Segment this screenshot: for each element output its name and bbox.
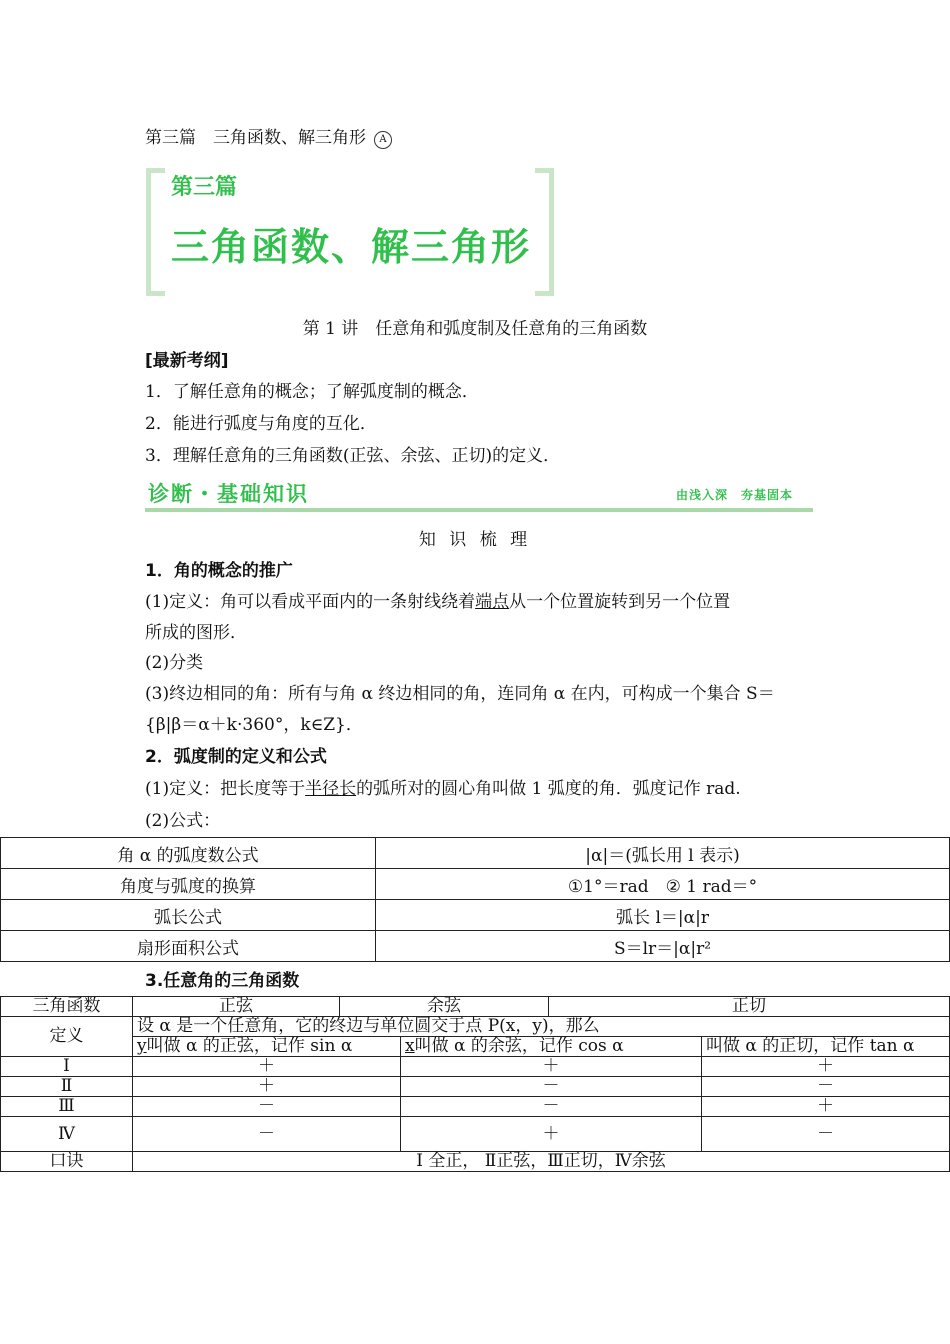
right-bracket [535,168,554,296]
table-cell: S＝lr＝|α|r² [376,931,950,962]
table-cell: 角度与弧度的换算 [1,869,376,900]
table-header: 三角函数 [1,997,133,1017]
table-cell: Ⅰ [1,1057,133,1077]
outline-item-1: 1．了解任意角的概念；了解弧度制的概念． [145,382,479,402]
circle-a-icon: A [374,131,392,149]
table-cell: － [702,1117,950,1152]
table-cell: － [401,1077,702,1097]
table-cell: 定义 [1,1017,133,1057]
chapter-banner [146,168,554,288]
sin-def-text: 叫做 α 的正弦，记作 sin α [146,1036,353,1056]
s1-set: {β|β＝α＋k·360°，k∈Z}． [145,715,363,735]
table-cell: |α|＝(弧长用 l 表示) [376,838,950,869]
table-cell: ＋ [401,1117,702,1152]
outline-item-3: 3．理解任意角的三角函数(正弦、余弦、正切)的定义． [145,446,561,466]
section-rule [145,508,813,512]
table-row [1,1152,950,1172]
s1-def-text-b: 从一个位置旋转到另一个位置 [509,592,731,612]
table-cell: ＋ [401,1057,702,1077]
table-row [1,1037,950,1057]
table-row [1,900,950,931]
s2-heading: 2．弧度制的定义和公式 [145,747,327,767]
s2-def-blank: 半径长 [305,779,357,799]
cos-def-text: 叫做 α 的余弦，记作 cos α [414,1036,624,1056]
table-cell: Ⅲ [1,1097,133,1117]
table-cell: 角 α 的弧度数公式 [1,838,376,869]
table-header: 正切 [549,997,950,1017]
banner-subtitle: 第三篇 [171,175,238,200]
table-cell [133,1037,401,1057]
table-cell: 扇形面积公式 [1,931,376,962]
table-row [1,869,950,900]
table-row [1,1077,950,1097]
table-header-row [1,997,950,1017]
table-cell: 弧长 l＝|α|r [376,900,950,931]
s2-formula-label: (2)公式： [145,811,221,831]
table-cell: － [133,1117,401,1152]
s3-heading: 3.任意角的三角函数 [145,971,300,991]
table-cell: ①1°＝rad ② 1 rad＝° [376,869,950,900]
table-cell: ＋ [133,1077,401,1097]
table-cell: 弧长公式 [1,900,376,931]
header-text: 第三篇 三角函数、解三角形 [145,128,366,148]
cos-def-blank: x [405,1036,415,1056]
s1-def-cont: 所成的图形． [145,623,247,643]
table-row [1,1097,950,1117]
section-bar [145,478,813,512]
s2-def-text: (1)定义：把长度等于 [145,779,306,799]
s1-def-text: (1)定义：角可以看成平面内的一条射线绕着 [145,592,476,612]
section-tagline: 由浅入深 夯基固本 [675,488,793,502]
s2-definition [145,774,741,799]
s1-classification: (2)分类 [145,653,204,673]
left-bracket [146,168,165,296]
s1-coterminal: (3)终边相同的角：所有与角 α 终边相同的角，连同角 α 在内，可构成一个集合 S＝ [145,684,775,704]
trig-function-table [0,996,950,1172]
table-cell: ＋ [133,1057,401,1077]
knowledge-title: 知 识 梳 理 [418,530,532,550]
table-cell [401,1037,702,1057]
table-cell: 叫做 α 的正切，记作 tan α [702,1037,950,1057]
table-cell: ＋ [702,1097,950,1117]
outline-heading: [最新考纲] [145,351,229,371]
table-cell: － [702,1077,950,1097]
table-row [1,1057,950,1077]
table-cell: ＋ [702,1057,950,1077]
table-header: 余弦 [340,997,549,1017]
table-cell: Ⅱ [1,1077,133,1097]
table-cell: Ⅰ 全正， Ⅱ正弦，Ⅲ正切，Ⅳ余弦 [133,1152,950,1172]
table-cell: 设 α 是一个任意角，它的终边与单位圆交于点 P(x，y)，那么 [133,1017,950,1037]
s1-definition [145,587,730,612]
table-cell: Ⅳ [1,1117,133,1152]
radian-formula-table [0,837,950,962]
table-row [1,838,950,869]
s1-heading: 1．角的概念的推广 [145,561,293,581]
section-title: 诊断・基础知识 [148,482,309,506]
lecture-title: 第 1 讲 任意角和弧度制及任意角的三角函数 [302,319,648,339]
page-header [145,123,392,149]
table-header: 正弦 [133,997,340,1017]
outline-item-2: 2．能进行弧度与角度的互化． [145,414,377,434]
s2-def-text-b: 的弧所对的圆心角叫做 1 弧度的角．弧度记作 rad. [356,779,741,799]
table-row [1,1117,950,1152]
table-cell: － [401,1097,702,1117]
s1-def-blank: 端点 [475,592,510,612]
banner-title: 三角函数、解三角形 [171,225,532,269]
table-row [1,931,950,962]
table-cell: － [133,1097,401,1117]
sin-def-blank: y [137,1036,147,1056]
table-cell: 口诀 [1,1152,133,1172]
table-row [1,1017,950,1037]
